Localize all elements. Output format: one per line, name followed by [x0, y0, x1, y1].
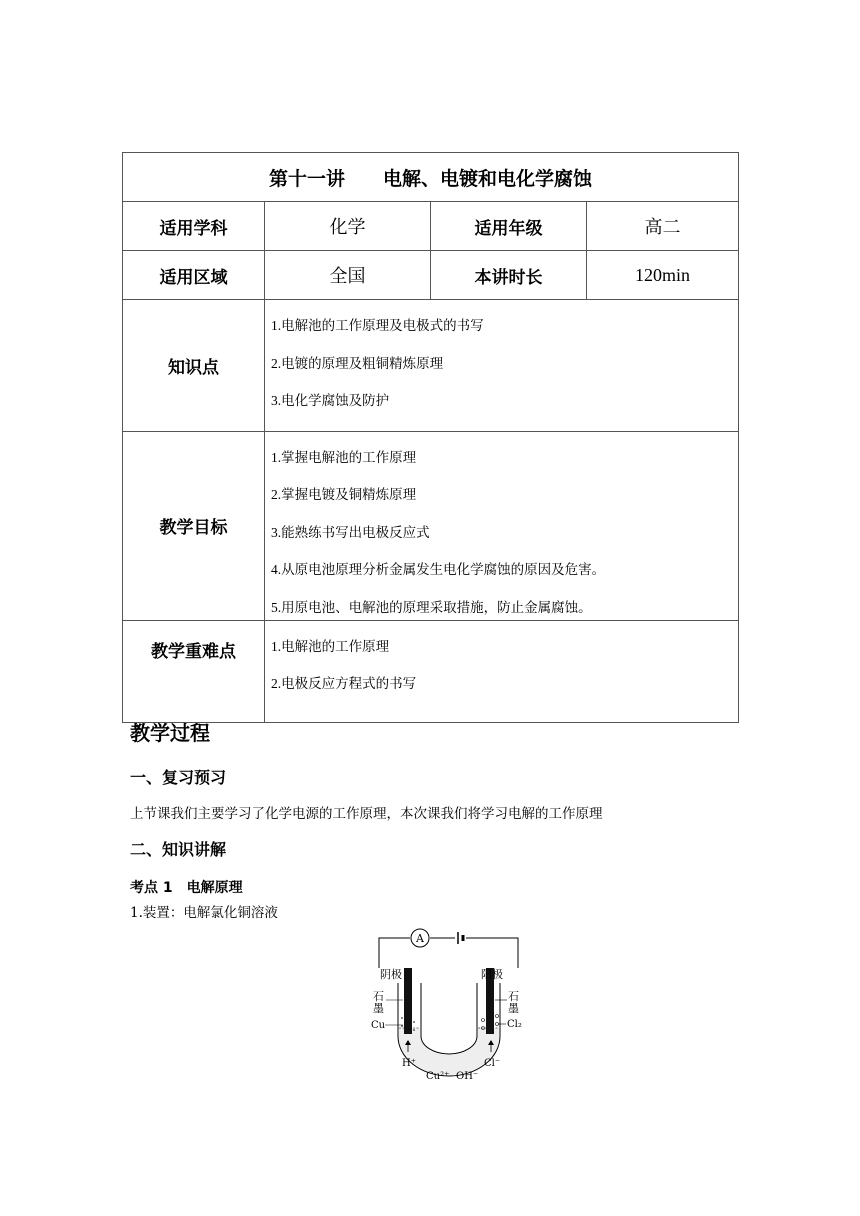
- cathode-electrode: [404, 968, 412, 1034]
- list-item: 3.电化学腐蚀及防护: [271, 393, 390, 409]
- key-list: [265, 620, 739, 722]
- grade-label: 适用年级: [431, 202, 587, 251]
- list-item: 1.掌握电解池的工作原理: [271, 449, 417, 466]
- section1-text: 上节课我们主要学习了化学电源的工作原理，本次课我们将学习电解的工作原理: [130, 806, 603, 822]
- graphite-left-label: 墨: [373, 1002, 384, 1015]
- cu-ion-label: Cu²⁺: [426, 1071, 450, 1082]
- list-item: 1.电解池的工作原理: [271, 638, 390, 655]
- duration-label: 本讲时长: [431, 251, 587, 300]
- kaodian-title: 电解原理: [186, 880, 243, 896]
- cl-ion-label: Cl⁻: [484, 1058, 501, 1069]
- graphite-left-label: 石: [373, 990, 384, 1003]
- circuit-wire: [466, 938, 518, 968]
- graphite-right-label: 石: [508, 990, 519, 1003]
- graphite-right-label: 墨: [508, 1002, 519, 1015]
- section1-heading: 一、复习预习: [130, 768, 227, 787]
- h-ion-label: H⁺: [402, 1058, 416, 1069]
- list-item: 5.用原电池、电解池的原理采取措施，防止金属腐蚀。: [271, 599, 592, 616]
- section2-heading: 二、知识讲解: [130, 840, 227, 859]
- grade-value: 高二: [587, 202, 739, 251]
- subject-value: 化学: [265, 202, 431, 251]
- lesson-info-table: [122, 152, 739, 723]
- cu-label: Cu: [371, 1020, 386, 1031]
- device-line: 1.装置：电解氯化铜溶液: [130, 905, 278, 921]
- circuit-wire: [379, 938, 410, 968]
- list-item: 3.能熟练书写出电极反应式: [271, 524, 430, 541]
- ammeter-icon: [411, 929, 429, 947]
- svg-text:A: A: [416, 932, 424, 945]
- duration-value: 120min: [587, 251, 739, 300]
- cl2-label: Cl₂: [507, 1019, 522, 1030]
- goals-list: [265, 431, 739, 620]
- process-heading: 教学过程: [130, 721, 210, 745]
- list-item: 4.从原电池原理分析金属发生电化学腐蚀的原因及危害。: [271, 562, 606, 578]
- list-item: 2.掌握电镀及铜精炼原理: [271, 487, 417, 503]
- battery-icon: [458, 932, 463, 944]
- list-item: 1.电解池的工作原理及电极式的书写: [271, 318, 484, 334]
- region-label: 适用区域: [123, 251, 265, 300]
- list-item: 2.电镀的原理及粗铜精炼原理: [271, 355, 444, 372]
- subject-label: 适用学科: [123, 202, 265, 251]
- goals-label: 教学目标: [123, 431, 265, 620]
- knowledge-list: [265, 300, 739, 432]
- anode-label: 阳极: [481, 968, 503, 981]
- oh-ion-label: OH⁻: [456, 1071, 479, 1082]
- kaodian-number: 考点 1: [130, 880, 173, 896]
- region-value: 全国: [265, 251, 431, 300]
- key-label: 教学重难点: [123, 620, 265, 722]
- cathode-label: 阴极: [380, 968, 402, 981]
- list-item: 2.电极反应方程式的书写: [271, 676, 417, 692]
- knowledge-label: 知识点: [123, 300, 265, 432]
- lesson-title: 第十一讲 电解、电镀和电化学腐蚀: [123, 153, 739, 202]
- kaodian-heading: [130, 877, 243, 897]
- electrolysis-diagram: [360, 928, 540, 1088]
